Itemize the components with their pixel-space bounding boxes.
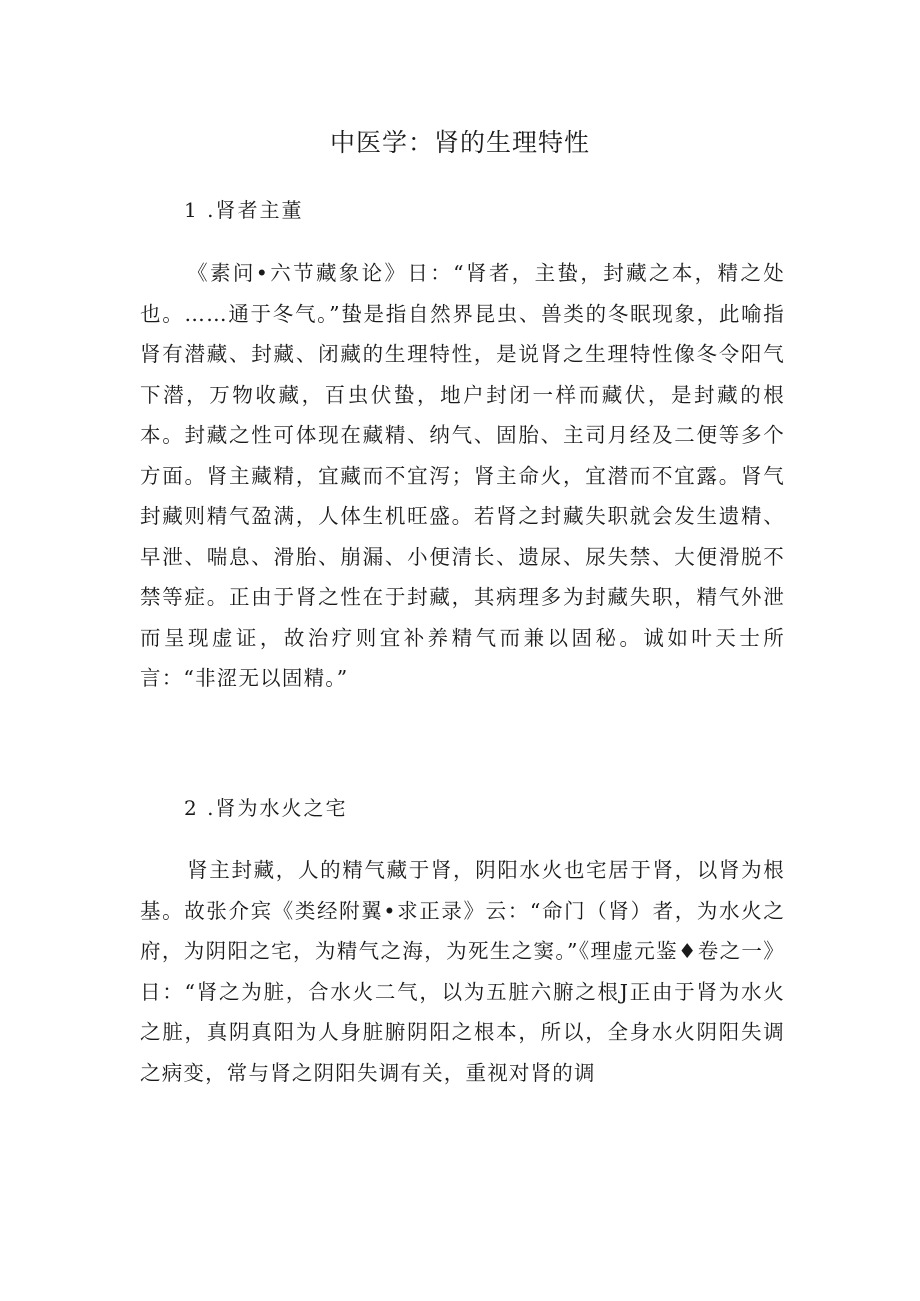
section-heading-2: 2 .肾为水火之宅 [184,796,348,820]
section-heading-1: 1 .肾者主董 [184,198,304,222]
section-paragraph-1: 《素问•六节藏象论》日：“肾者，主蛰，封藏之本，精之处也。……通于冬气。”蛰是指自然界昆虫、兽类的冬眠现象，此喻指肾有潜藏、封藏、闭藏的生理特性，是说肾之生理特性像冬令阳气下潜，万物收藏，百虫伏蛰，地户封闭一样而藏伏，是封藏的根本。封藏之性可体现在藏精、纳气、固胎、主司月经及二便等多个方面。肾主藏精，宜藏而不宜泻；肾主命火，宜潜而不宜露。肾气封藏则精气盈满，人体生机旺盛。若肾之封藏失职就会发生遗精、早泄、喘息、滑胎、崩漏、小便清长、遗尿、尿失禁、大便滑脱不禁等症。正由于肾之性在于封藏，其病理多为封藏失职，精气外泄而呈现虚证，故治疗则宜补养精气而兼以固秘。诚如叶天士所言：“非涩无以固精。” [140,261,785,690]
section-paragraph-2: 肾主封藏，人的精气藏于肾，阴阳水火也宅居于肾，以肾为根基。故张介宾《类经附翼•求正录》云：“命门（肾）者，为水火之府，为阴阳之宅，为精气之海，为死生之窦。”《理虚元鉴♦卷之一》日：“肾之为脏，合水火二气，以为五脏六腑之根J正由于肾为水火之脏，真阴真阳为人身脏腑阴阳之根本，所以，全身水火阴阳失调之病变，常与肾之阴阳失调有关，重视对肾的调 [140,858,785,1085]
page-title: 中医学：肾的生理特性 [329,128,590,157]
